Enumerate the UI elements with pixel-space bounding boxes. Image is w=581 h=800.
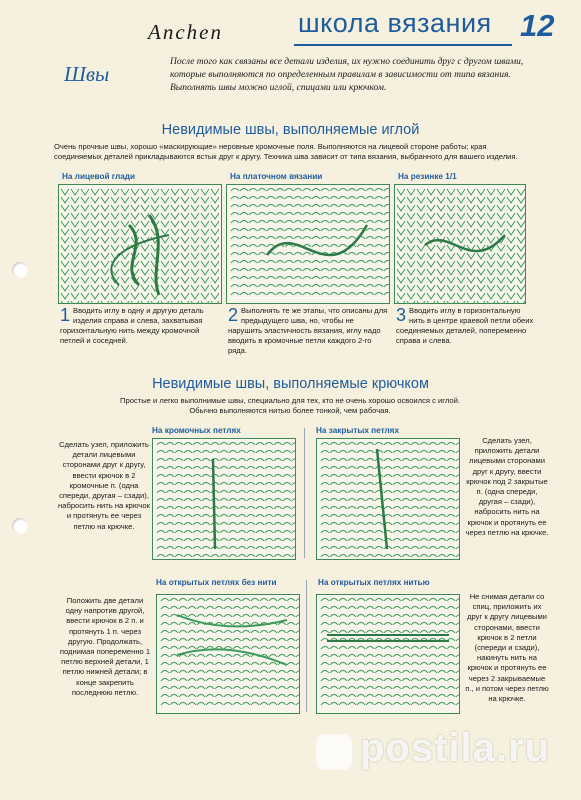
knit-stockinette-drawing bbox=[59, 185, 221, 303]
step-number: 3 bbox=[396, 305, 407, 325]
crochet-edge-drawing bbox=[153, 439, 295, 559]
step-text: Вводить иглу в одну и другую деталь изделия справа и слева, захватывая горизонтальную нить между кромочной петлей и соседней. bbox=[60, 306, 204, 345]
needle-step-3 bbox=[396, 306, 536, 346]
crochet-text-1: Сделать узел, приложить детали лицевыми сторонами друг к другу, ввести крючок в 2 кромочные п. (одна спереди, другая – сзади), набросить нить на крючок и протянуть ее через петлю на крючке. bbox=[58, 440, 150, 531]
crochet-description-2: Обычно выполняются нитью более тонкой, чем рабочая. bbox=[189, 406, 391, 415]
needle-step-2 bbox=[228, 306, 388, 356]
needle-illustration-1 bbox=[58, 184, 222, 304]
crochet-illustration-4 bbox=[316, 594, 460, 714]
crochet-illustration-1 bbox=[152, 438, 296, 560]
binder-hole bbox=[12, 518, 28, 534]
knit-garter-drawing bbox=[227, 185, 389, 303]
crochet-illustration-3 bbox=[156, 594, 300, 714]
step-number: 2 bbox=[228, 305, 239, 325]
needle-label-1: На лицевой глади bbox=[62, 172, 135, 181]
crochet-label-2: На закрытых петлях bbox=[316, 426, 400, 435]
needle-step-1 bbox=[60, 306, 220, 346]
page-header bbox=[294, 6, 566, 52]
knit-pattern bbox=[161, 599, 299, 706]
crochet-heading: Невидимые швы, выполняемые крючком bbox=[152, 376, 429, 392]
crochet-label-4: На открытых петлях нитью bbox=[318, 578, 430, 587]
page-number: 12 bbox=[520, 8, 555, 43]
header-title: школа вязания bbox=[298, 8, 492, 38]
knit-pattern bbox=[157, 443, 295, 558]
section-title: Швы bbox=[64, 62, 110, 86]
needle-illustration-2 bbox=[226, 184, 390, 304]
brand-logo: Anchen bbox=[148, 20, 223, 44]
crochet-label-3: На открытых петлях без нити bbox=[156, 578, 277, 587]
header-underline bbox=[294, 44, 512, 46]
needle-heading: Невидимые швы, выполняемые иглой bbox=[161, 122, 420, 138]
crochet-open-loops-drawing bbox=[157, 595, 299, 713]
needle-thread bbox=[111, 235, 169, 285]
step-number: 1 bbox=[60, 305, 71, 325]
knit-rib-drawing bbox=[395, 185, 525, 303]
crochet-bindoff-drawing bbox=[317, 439, 459, 559]
needle-description: Очень прочные швы, хорошо «маскирующие» неровные кромочные поля. Выполняются на лицевой стороне работы; края соединяемых деталей прикладываются встык друг к другу. Техника шва зависит от типа вязания, выбранного для вашего изделия. bbox=[54, 142, 518, 161]
watermark: postila.ru bbox=[360, 726, 551, 770]
knit-pattern bbox=[321, 443, 459, 558]
crochet-hook bbox=[213, 459, 215, 549]
crochet-text-3: Положить две детали одну напротив другой, ввести крючок в 2 п. и протянуть 1 п. через другую. Продолжать, поднимая попеременно 1 петлю верхней детали, 1 петлю нижней детали; в конце закрепить последнюю петлю. bbox=[59, 596, 151, 697]
watermark-logo bbox=[316, 734, 352, 770]
knit-pattern bbox=[61, 189, 219, 303]
binder-hole bbox=[12, 262, 28, 278]
divider bbox=[304, 428, 305, 558]
crochet-label-1: На кромочных петлях bbox=[152, 426, 241, 435]
crochet-text-4: Не снимая детали со спиц, приложить их друг к другу лицевыми сторонами, ввести крючок в 2 петли (спереди и сзади), накинуть нить на крючок и протянуть ее через 2 закрываемые п., и потом через петлю на крючке. bbox=[465, 592, 549, 704]
needle-label-2: На платочном вязании bbox=[230, 172, 323, 181]
divider bbox=[306, 580, 307, 712]
crochet-illustration-2 bbox=[316, 438, 460, 560]
needle-illustration-3 bbox=[394, 184, 526, 304]
step-text: Выполнять те же этапы, что описаны для предыдущего шва, но, чтобы не нарушить эластичность вязания, иглу надо вводить в кромочные петли каждого 2-го ряда. bbox=[228, 306, 388, 355]
crochet-text-2: Сделать узел, приложить детали лицевыми сторонами друг к другу, ввести крючок под 2 закрытые п. (одна спереди, другая – сзади), набросить нить на крючок и протянуть ее через петлю на крючке. bbox=[465, 436, 549, 537]
step-text: Вводить иглу в горизонтальную нить в центре краевой петли обеих соединяемых деталей, попеременно справа и слева. bbox=[396, 306, 534, 345]
crochet-description-1: Простые и легко выполнимые швы, специально для тех, кто не очень хорошо освоился с иглой. bbox=[120, 396, 460, 405]
knit-pattern bbox=[321, 599, 459, 706]
needle-label-3: На резинке 1/1 bbox=[398, 172, 457, 181]
knit-pattern bbox=[231, 189, 389, 296]
intro-text: После того как связаны все детали изделия, их нужно соединить друг с другом швами, которые выполняются по определенным правилам в зависимости от типа вязания. Выполнять швы можно иглой, спицами или крючком. bbox=[170, 57, 524, 93]
crochet-open-loops-yarn-drawing bbox=[317, 595, 459, 713]
